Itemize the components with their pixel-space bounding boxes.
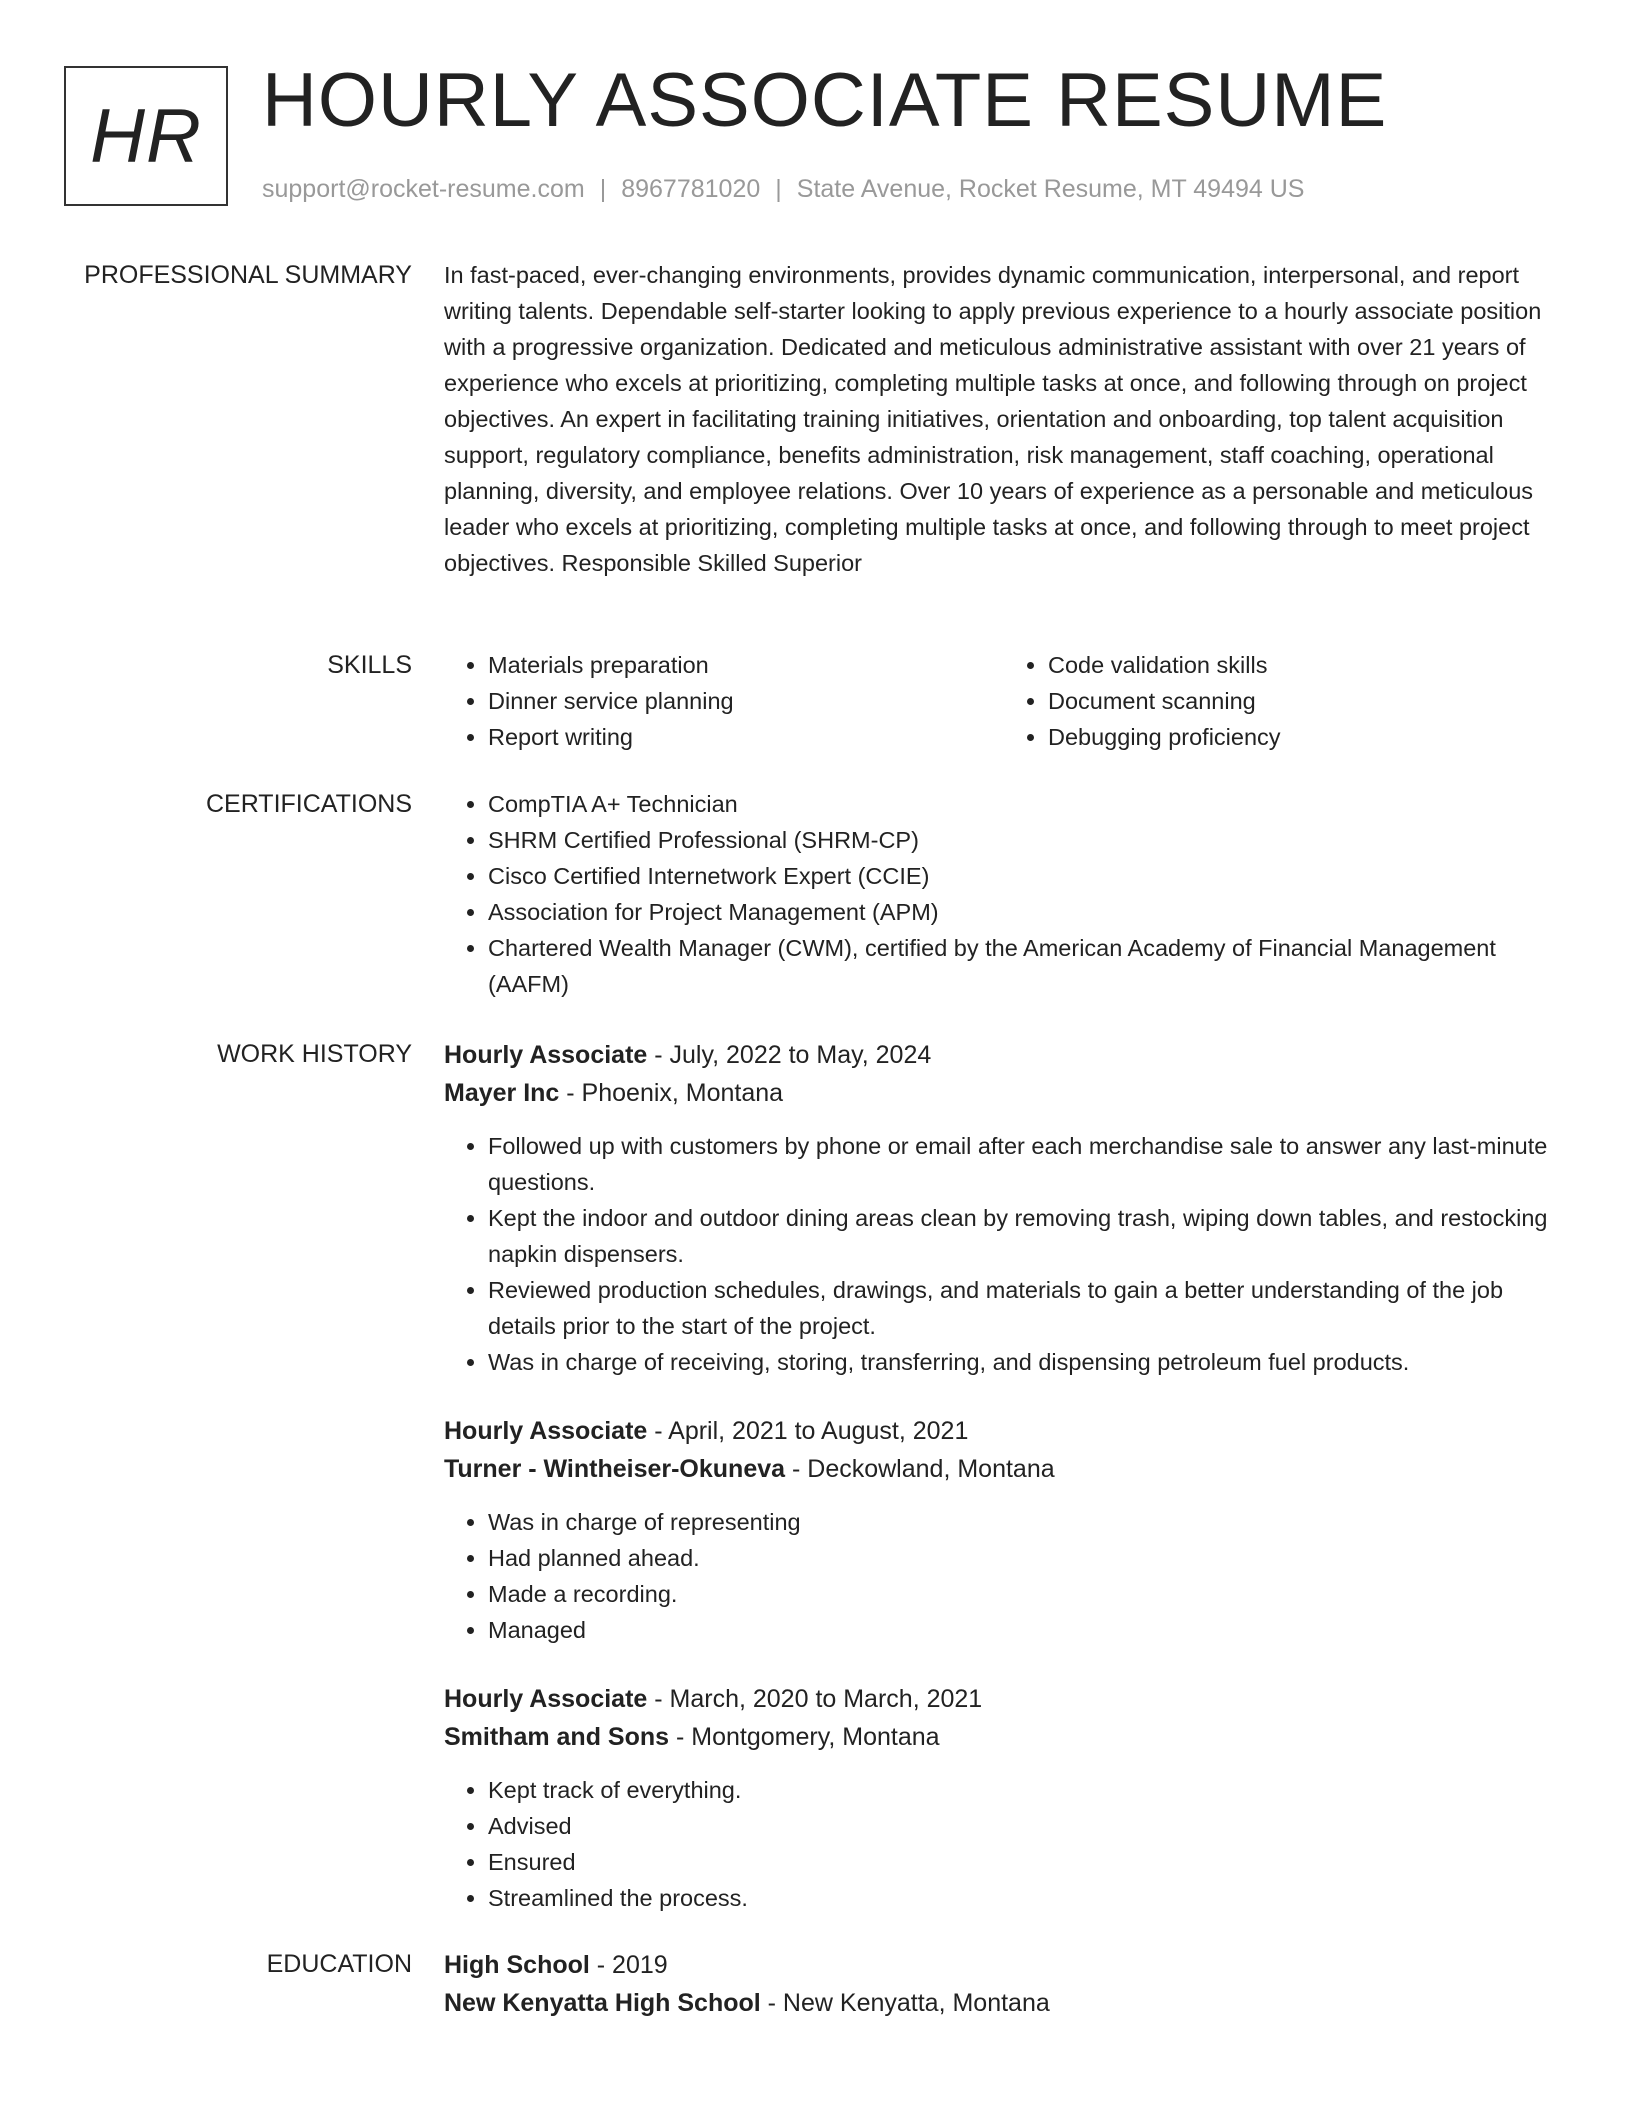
job-entry — [444, 1680, 1564, 1916]
job-duty: • Kept track of everything. — [488, 1772, 1564, 1808]
job-title-line — [444, 1680, 1564, 1718]
work-history-heading: WORK HISTORY — [217, 1040, 412, 1068]
certification-item: • SHRM Certified Professional (SHRM-CP) — [488, 822, 1564, 858]
certifications-list — [444, 786, 1564, 1002]
job-duty: • Had planned ahead. — [488, 1540, 1564, 1576]
education-school: New Kenyatta High School — [444, 1989, 761, 2017]
job-duty: • Managed — [488, 1612, 1564, 1648]
contact-separator: | — [775, 175, 782, 203]
job-entry — [444, 1412, 1564, 1648]
resume-title: HOURLY ASSOCIATE RESUME — [262, 58, 1388, 143]
job-dates: - March, 2020 to March, 2021 — [647, 1685, 983, 1713]
education-body — [444, 1946, 1564, 2022]
job-dates: - April, 2021 to August, 2021 — [647, 1417, 969, 1445]
job-duty: • Reviewed production schedules, drawings, and materials to gain a better understanding of the job details prior to the start of the project. — [488, 1272, 1564, 1344]
job-duty: • Was in charge of receiving, storing, transferring, and dispensing petroleum fuel products. — [488, 1344, 1564, 1380]
certification-item: • CompTIA A+ Technician — [488, 786, 1564, 822]
summary-text: In fast-paced, ever-changing environments, provides dynamic communication, interpersonal, and report writing talents. Dependable self-starter looking to apply previous experience to a hourly associate position with a progressive organization. Dedicated and meticulous administrative assistant with over 21 years of experience who excels at prioritizing, completing multiple tasks at once, and following through on project objectives. An expert in facilitating training initiatives, orientation and onboarding, top talent acquisition support, regulatory compliance, benefits administration, risk management, staff coaching, operational planning, diversity, and employee relations. Over 10 years of experience as a personable and meticulous leader who excels at prioritizing, completing multiple tasks at once, and following through to meet project objectives. Responsible Skilled Superior — [444, 262, 1542, 576]
job-company-line — [444, 1074, 1564, 1112]
skills-heading: SKILLS — [327, 651, 412, 679]
summary-body — [444, 257, 1564, 581]
skill-item: • Debugging proficiency — [1048, 719, 1564, 755]
education-degree: High School — [444, 1951, 590, 1979]
skill-item: • Code validation skills — [1048, 647, 1564, 683]
monogram-logo: HR — [64, 66, 228, 206]
job-company-line — [444, 1718, 1564, 1756]
skills-list-left — [444, 647, 1004, 755]
skill-item: • Dinner service planning — [488, 683, 1004, 719]
skills-grid — [444, 647, 1564, 755]
certification-item: • Chartered Wealth Manager (CWM), certified by the American Academy of Financial Management (AAFM) — [488, 930, 1564, 1002]
job-duty: • Streamlined the process. — [488, 1880, 1564, 1916]
education-year: - 2019 — [589, 1951, 668, 1979]
work-history-body — [444, 1036, 1564, 1916]
job-dates: - July, 2022 to May, 2024 — [647, 1041, 932, 1069]
job-company: Smitham and Sons — [444, 1723, 670, 1751]
job-location: - Montgomery, Montana — [669, 1723, 940, 1751]
education-location: - New Kenyatta, Montana — [760, 1989, 1050, 2017]
contact-line — [262, 174, 1304, 204]
job-title-line — [444, 1036, 1564, 1074]
certification-item: • Cisco Certified Internetwork Expert (CCIE) — [488, 858, 1564, 894]
education-degree-line — [444, 1946, 1564, 1984]
summary-heading: PROFESSIONAL SUMMARY — [84, 261, 412, 289]
job-duty: • Ensured — [488, 1844, 1564, 1880]
skills-list-right — [1004, 647, 1564, 755]
job-title-line — [444, 1412, 1564, 1450]
contact-email[interactable]: support@rocket-resume.com — [262, 175, 585, 203]
job-title: Hourly Associate — [444, 1417, 648, 1445]
job-duty: • Followed up with customers by phone or email after each merchandise sale to answer any last-minute questions. — [488, 1128, 1564, 1200]
job-duties — [444, 1504, 1564, 1648]
job-company-line — [444, 1450, 1564, 1488]
job-duties — [444, 1772, 1564, 1916]
certifications-heading: CERTIFICATIONS — [205, 790, 412, 818]
skill-item: • Report writing — [488, 719, 1004, 755]
job-company: Mayer Inc — [444, 1079, 560, 1107]
job-location: - Deckowland, Montana — [785, 1455, 1055, 1483]
job-company: Turner - Wintheiser-Okuneva — [444, 1455, 786, 1483]
job-duty: • Kept the indoor and outdoor dining areas clean by removing trash, wiping down tables, and restocking napkin dispensers. — [488, 1200, 1564, 1272]
contact-separator: | — [599, 175, 607, 203]
job-location: - Phoenix, Montana — [559, 1079, 784, 1107]
skill-item: • Document scanning — [1048, 683, 1564, 719]
job-title: Hourly Associate — [444, 1685, 648, 1713]
job-title: Hourly Associate — [444, 1041, 648, 1069]
contact-phone[interactable]: 8967781020 — [621, 175, 761, 203]
certifications-body — [444, 786, 1564, 1002]
job-duty: • Was in charge of representing — [488, 1504, 1564, 1540]
job-duty: • Made a recording. — [488, 1576, 1564, 1612]
job-entry — [444, 1036, 1564, 1380]
education-heading: EDUCATION — [266, 1950, 412, 1978]
education-school-line — [444, 1984, 1564, 2022]
job-duty: • Advised — [488, 1808, 1564, 1844]
contact-address: State Avenue, Rocket Resume, MT 49494 US — [796, 175, 1305, 203]
certification-item: • Association for Project Management (APM) — [488, 894, 1564, 930]
skill-item: • Materials preparation — [488, 647, 1004, 683]
job-duties — [444, 1128, 1564, 1380]
